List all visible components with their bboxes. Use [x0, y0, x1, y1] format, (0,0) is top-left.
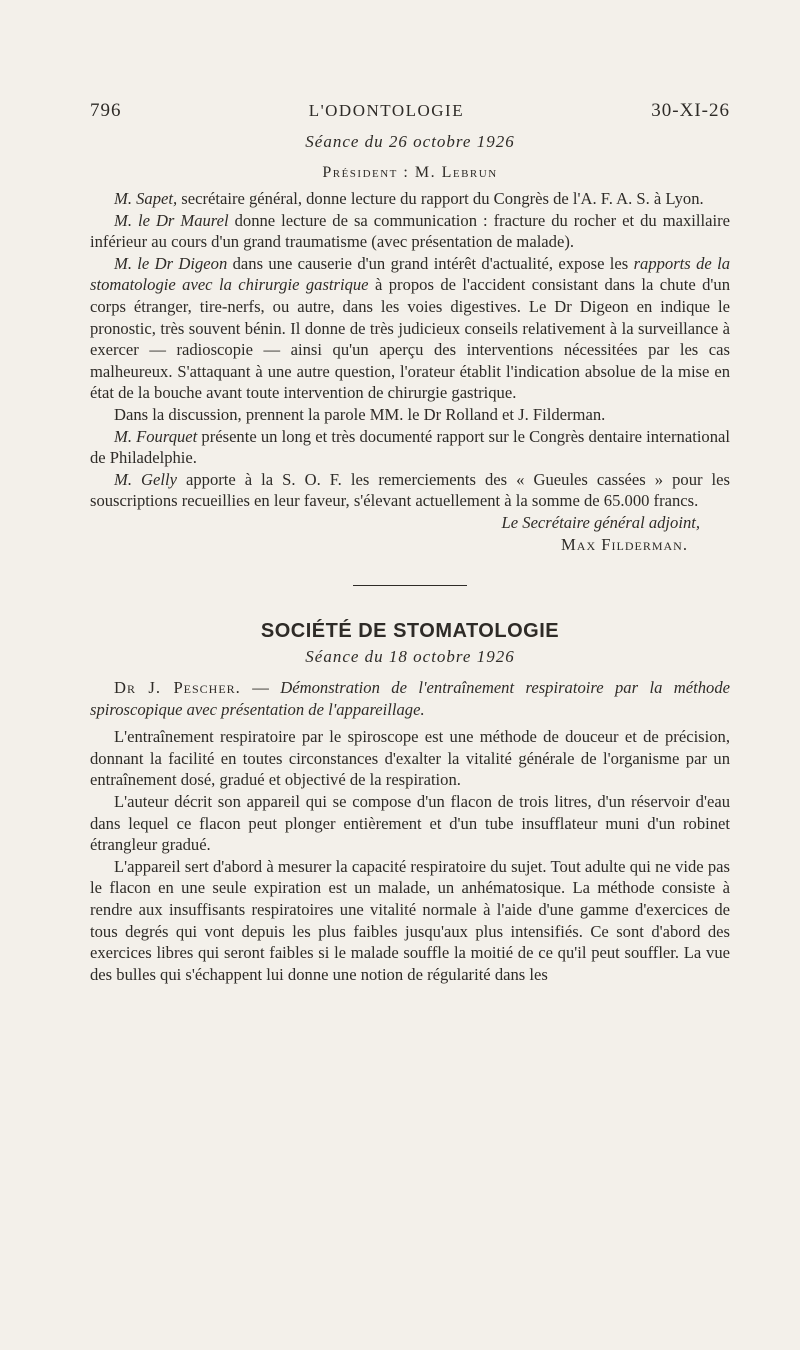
signature-block	[90, 512, 730, 555]
paragraph-fourquet	[90, 426, 730, 469]
speaker-maurel: M. le Dr Maurel	[114, 210, 229, 230]
session2-date: Séance du 18 octobre 1926	[305, 647, 515, 667]
running-header	[90, 100, 730, 122]
text-digeon-a: dans une causerie d'un grand intérêt d'actualité, expose les	[227, 253, 634, 273]
paragraph-spiroscope-intro: L'entraînement respiratoire par le spiroscope est une méthode de douceur et de précision, donnant la facilité en toutes circonstances d'exalter la vitalité générale de l'organisme par un entraînement dosé, gradué et objectivé de la respiration.	[90, 727, 730, 790]
text-digeon-c: à propos de l'accident consistant dans la chute d'un corps étranger, tire-nerfs, ou autre, dans les voies digestives. Le Dr Digeon en indique le pronostic, très souvent bénin. Il donne de très judicieux conseils relativement à la surveillance à exercer — radioscopie — ainsi qu'un aperçu des interventions nécessitées par les cas malheureux. S'attaquant à une autre question, l'orateur établit l'indication absolue de la mise en état de la bouche avant toute intervention de chirurgie gastrique.	[90, 275, 730, 403]
talk-title: Démonstration de l'entraînement respiratoire par la méthode spiroscopique avec présentation de l'appareillage.	[90, 678, 731, 719]
speaker-sapet: M. Sapet,	[114, 189, 178, 208]
document-page	[90, 100, 730, 985]
paragraph-gelly	[90, 469, 730, 512]
speaker-gelly: M. Gelly	[114, 469, 177, 489]
paragraph-pescher-title	[90, 677, 730, 720]
text-sapet: secrétaire général, donne lecture du rapport du Congrès de l'A. F. A. S. à Lyon.	[177, 189, 704, 208]
page-number: 796	[90, 100, 122, 121]
signature-role: Le Secrétaire général adjoint,	[501, 512, 700, 532]
paragraph-apparatus: L'auteur décrit son appareil qui se compose d'un flacon de trois litres, d'un réservoir d'eau dans lequel ce flacon peut plonger entièrement et d'un tube insufflateur muni d'un robinet étrangleur gradué.	[90, 792, 730, 855]
president-label: Président	[322, 164, 398, 181]
paragraph-discussion	[90, 404, 730, 426]
president-name: M. Lebrun	[414, 164, 498, 181]
session1-president	[90, 164, 730, 182]
title-dash: —	[240, 678, 281, 698]
author-pescher: Dr J. Pescher.	[114, 678, 241, 698]
signature-name: Max Filderman.	[561, 534, 688, 554]
section-divider	[353, 585, 467, 586]
text-maurel: donne lecture de sa communication : fracture du rocher et du maxillaire inférieur au cours d'un grand traumatisme (avec présentation de malade).	[90, 210, 730, 252]
journal-title: L'ODONTOLOGIE	[308, 101, 465, 120]
text-discussion: Dans la discussion, prennent la parole MM. le Dr Rolland et J. Filderman.	[114, 404, 606, 424]
session1-date: Séance du 26 octobre 1926	[305, 132, 515, 151]
issue-date: 30-XI-26	[651, 100, 730, 121]
society-title: SOCIÉTÉ DE STOMATOLOGIE	[260, 620, 560, 643]
speaker-fourquet: M. Fourquet	[114, 426, 198, 446]
paragraph-maurel	[90, 210, 730, 253]
president-separator: :	[397, 164, 415, 181]
paragraph-method: L'appareil sert d'abord à mesurer la capacité respiratoire du sujet. Tout adulte qui ne vide pas le flacon en une seule expiration est un malade, un anhématosique. La méthode consiste à rendre aux insuffisants respiratoires une vitalité normale à l'aide d'une gamme d'exercices de tous degrés qui vont depuis les plus faibles jusqu'aux plus intensifiés. Ce sont d'abord des exercices libres qui seront faibles si le malade souffle la moitié de ce qu'il peut souffler. La vue des bulles qui s'échappent lui donne une notion de régularité dans les	[90, 856, 730, 984]
topic-digeon: rapports de la stomatologie avec la chirurgie gastrique	[90, 253, 730, 295]
paragraph-digeon	[90, 253, 730, 404]
paragraph-sapet	[90, 188, 730, 210]
text-fourquet: présente un long et très documenté rapport sur le Congrès dentaire international de Philadelphie.	[90, 426, 730, 468]
text-gelly: apporte à la S. O. F. les remerciements des « Gueules cassées » pour les souscriptions recueillies en leur faveur, s'élevant actuellement à la somme de 65.000 francs.	[90, 469, 730, 511]
speaker-digeon: M. le Dr Digeon	[114, 253, 228, 273]
